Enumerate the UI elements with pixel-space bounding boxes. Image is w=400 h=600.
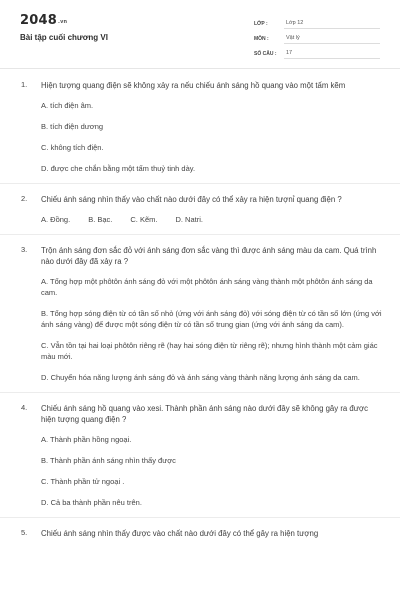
question-text: Trộn ánh sáng đơn sắc đỏ với ánh sáng đơn sắc vàng thì được ánh sáng màu da cam. Quá trình nào dưới đây đã xảy ra ? — [41, 246, 377, 266]
question-text: Hiện tượng quang điện sẽ không xảy ra nếu chiếu ánh sáng hồ quang vào một tấm kẽm — [41, 81, 346, 90]
answer-options-inline — [41, 214, 382, 225]
answer-option[interactable]: B. Thành phần ánh sáng nhìn thấy được — [41, 456, 176, 465]
question-item — [0, 194, 400, 225]
question-number: 5. — [21, 528, 28, 537]
question-text: Chiếu ánh sáng nhìn thấy được vào chất nào dưới đây có thể gây ra hiện tượng — [41, 529, 319, 538]
question-item — [0, 403, 400, 508]
answer-option[interactable]: B. Tổng hợp sóng điện từ có tần số nhỏ (ứng với ánh sáng đỏ) với sóng điện từ có tần số lớn (ứng với ánh sáng vàng) để được một sóng điện từ có tần số trung gian (ứng với ánh sáng da cam). — [41, 309, 382, 329]
question-number: 4. — [21, 403, 28, 412]
answer-option[interactable]: B. tích điện dương — [41, 122, 104, 131]
answer-option[interactable]: C. Vẫn tồn tại hai loại phôtôn riêng rẽ (hay hai sóng điện từ riêng rẽ); nhưng hình thành một cảm giác màu mới. — [41, 341, 378, 361]
answer-option[interactable]: C. Kẽm. — [130, 215, 158, 224]
question-divider — [0, 517, 400, 518]
meta-value: Vật lý — [284, 35, 380, 44]
meta-label: SỐ CÂU : — [254, 51, 277, 57]
question-text: Chiếu ánh sáng nhìn thấy vào chất nào dưới đây có thể xảy ra hiện tượnỉ quang điện ? — [41, 195, 342, 204]
question-item — [0, 245, 400, 383]
question-list — [0, 80, 400, 559]
meta-value: Lớp 12 — [284, 20, 380, 29]
answer-option[interactable]: D. Chuyển hóa năng lượng ánh sáng đỏ và ánh sáng vàng thành năng lượng ánh sáng da cam. — [41, 373, 360, 382]
question-divider — [0, 183, 400, 184]
question-divider — [0, 234, 400, 235]
logo-main-text: 2048 — [20, 13, 57, 28]
answer-option[interactable]: D. được che chắn bằng một tấm thuỷ tinh dày. — [41, 164, 196, 173]
question-number: 1. — [21, 80, 28, 89]
question-text: Chiếu ánh sáng hồ quang vào xesi. Thành phần ánh sáng nào dưới đây sẽ không gây ra được hiện tượng quang điện ? — [41, 404, 368, 424]
meta-row-subject — [254, 30, 380, 44]
answer-option[interactable]: D. Cả ba thành phần nêu trên. — [41, 498, 142, 507]
meta-label: MÔN : — [254, 36, 269, 42]
question-divider — [0, 392, 400, 393]
answer-option[interactable]: C. Thành phần tử ngoại . — [41, 477, 125, 486]
question-item — [0, 80, 400, 174]
worksheet-meta — [254, 15, 380, 60]
header-divider — [0, 68, 400, 69]
page-title: Bài tập cuối chương VI — [20, 33, 108, 42]
answer-option[interactable]: A. Tổng hợp một phôtôn ánh sáng đỏ với một phôtôn ánh sáng vàng thành một phôtôn ánh sáng da cam. — [41, 277, 373, 297]
question-number: 3. — [21, 245, 28, 254]
site-logo[interactable] — [20, 13, 67, 28]
meta-value: 17 — [284, 50, 380, 59]
meta-row-class — [254, 15, 380, 29]
answer-option[interactable]: A. tích điện âm. — [41, 101, 94, 110]
answer-option[interactable]: D. Natri. — [175, 215, 203, 224]
answer-option[interactable]: C. không tích điện. — [41, 143, 104, 152]
meta-row-count — [254, 45, 380, 59]
meta-label: LỚP : — [254, 21, 268, 27]
answer-option[interactable]: A. Đồng. — [41, 215, 71, 224]
answer-option[interactable]: A. Thành phần hồng ngoại. — [41, 435, 132, 444]
logo-sub-text: .vn — [57, 19, 68, 25]
worksheet-header — [0, 0, 400, 62]
question-number: 2. — [21, 194, 28, 203]
question-item — [0, 528, 400, 539]
answer-option[interactable]: B. Bạc. — [88, 215, 113, 224]
